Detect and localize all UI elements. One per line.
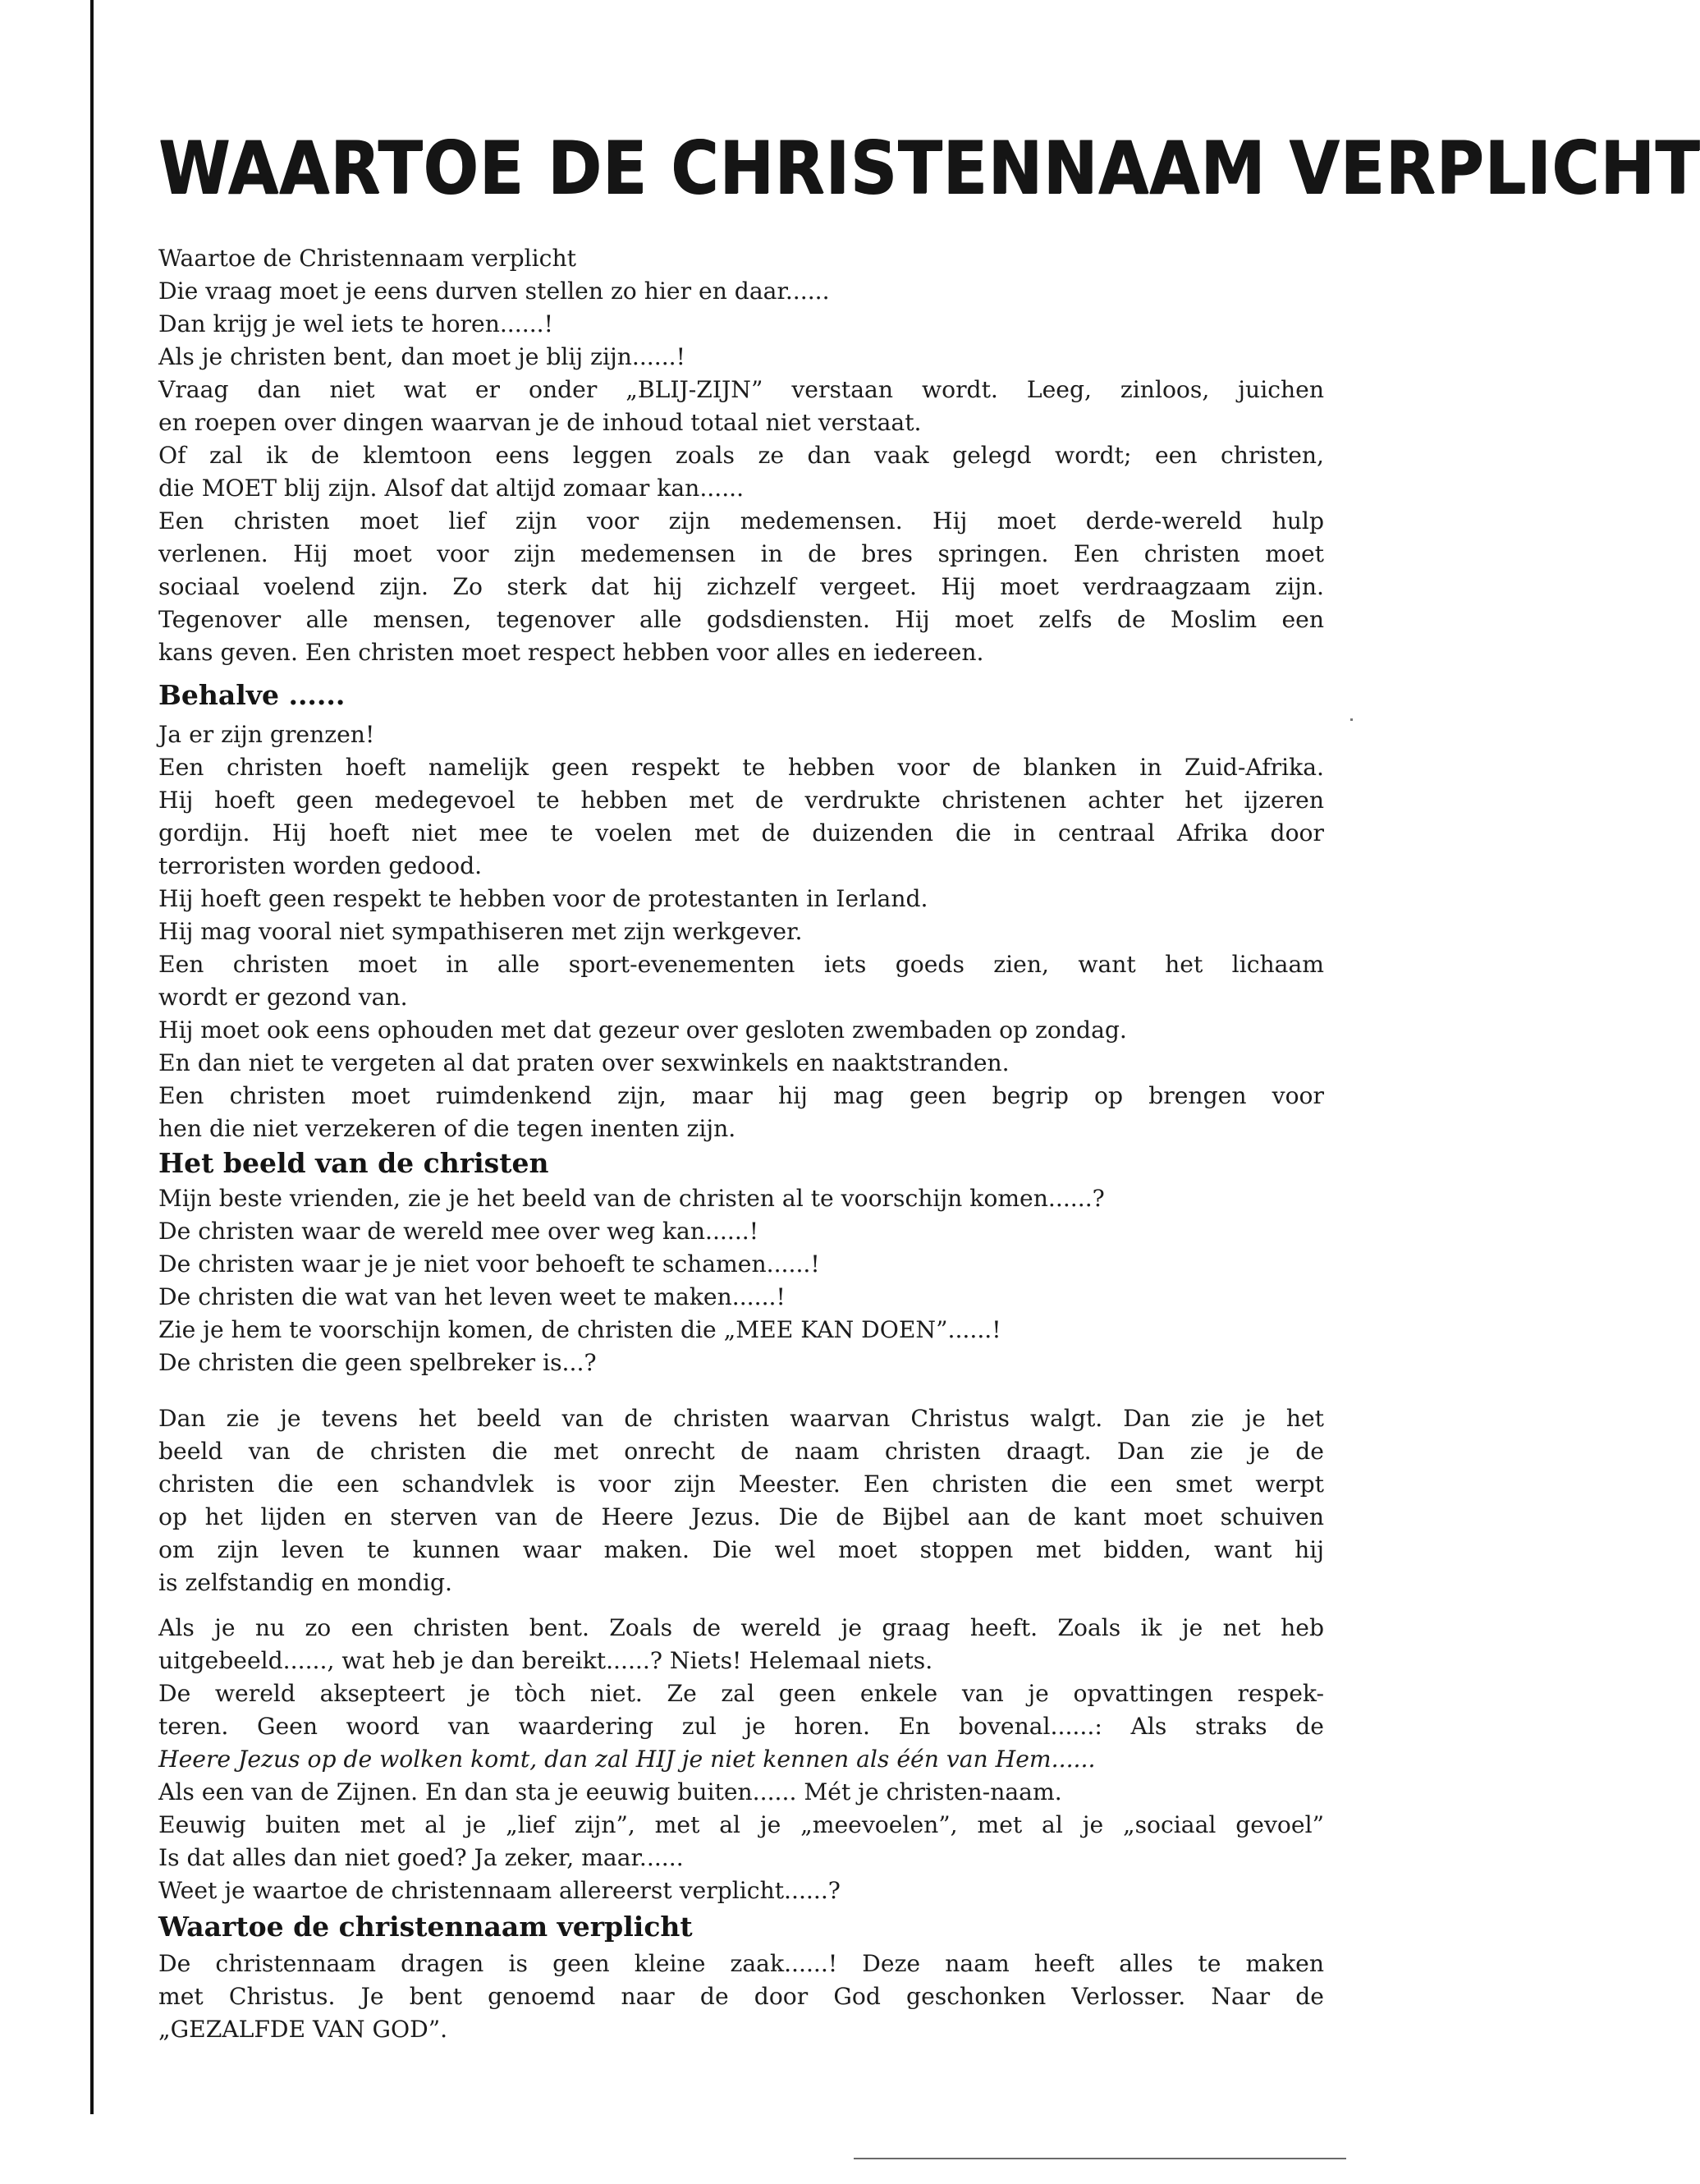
intro-line: verlenen. Hij moet voor zijn medemensen in de bres springen. Een christen moet [158,540,1324,567]
intro-line: sociaal voelend zijn. Zo sterk dat hij zichzelf vergeet. Hij moet verdraagzaam zijn. [158,573,1324,600]
intro-line: kans geven. Een christen moet respect hebben voor alles en iedereen. [158,639,984,666]
behalve-line: gordijn. Hij hoeft niet mee te voelen met de duizenden die in centraal Afrika door [158,819,1324,847]
behalve-line: Hij hoeft geen medegevoel te hebben met de verdrukte christenen achter het ijzeren [158,787,1324,814]
behalve-line: terroristen worden gedood. [158,852,483,879]
intro-line: Tegenover alle mensen, tegenover alle godsdiensten. Hij moet zelfs de Moslim een [158,606,1324,633]
left-margin-rule [90,0,94,2114]
behalve-line: hen die niet verzekeren of die tegen inenten zijn. [158,1115,736,1142]
intro-line: Vraag dan niet wat er onder „BLIJ-ZIJN” verstaan wordt. Leeg, zinloos, juichen [158,376,1324,403]
waartoe-line: De christennaam dragen is geen kleine zaak......! Deze naam heeft alles te maken [158,1950,1324,1977]
beeld-para2-line: om zijn leven te kunnen waar maken. Die wel moet stoppen met bidden, want hij [158,1536,1324,1563]
beeld-line: Zie je hem te voorschijn komen, de christen die „MEE KAN DOEN”......! [158,1316,1001,1343]
intro-line: Waartoe de Christennaam verplicht [158,245,576,272]
intro-line: Een christen moet lief zijn voor zijn medemensen. Hij moet derde-wereld hulp [158,507,1324,535]
beeld-para3-line: De wereld aksepteert je tòch niet. Ze zal geen enkele van je opvattingen respek- [158,1680,1324,1707]
beeld-para3-line: Eeuwig buiten met al je „lief zijn”, met al je „meevoelen”, met al je „sociaal gevoel” [158,1811,1324,1838]
beeld-para3-line: Heere Jezus op de wolken komt, dan zal HIJ je niet kennen als één van Hem...... [158,1746,1096,1773]
beeld-para3-line: Is dat alles dan niet goed? Ja zeker, maar...... [158,1844,684,1871]
behalve-line: Hij hoeft geen respekt te hebben voor de protestanten in Ierland. [158,885,928,912]
page-title: WAARTOE DE CHRISTENNAAM VERPLICHT [158,126,1700,210]
scan-speck [1350,718,1353,721]
behalve-line: Een christen hoeft namelijk geen respekt te hebben voor de blanken in Zuid-Afrika. [158,754,1324,781]
beeld-para3-line: Als je nu zo een christen bent. Zoals de wereld je graag heeft. Zoals ik je net heb [158,1614,1324,1641]
intro-line: die MOET blij zijn. Alsof dat altijd zomaar kan...... [158,475,745,502]
beeld-para3-line: Als een van de Zijnen. En dan sta je eeuwig buiten...... Mét je christen-naam. [158,1778,1062,1805]
section-heading-behalve: Behalve ...... [158,679,346,711]
beeld-para2-line: op het lijden en sterven van de Heere Jezus. Die de Bijbel aan de kant moet schuiven [158,1503,1324,1530]
bottom-rule [854,2158,1346,2159]
intro-line: Als je christen bent, dan moet je blij zijn......! [158,343,685,370]
behalve-line: Een christen moet in alle sport-evenementen iets goeds zien, want het lichaam [158,951,1324,978]
beeld-para3-line: teren. Geen woord van waardering zul je horen. En bovenal......: Als straks de [158,1713,1324,1740]
beeld-line: De christen waar de wereld mee over weg kan......! [158,1218,759,1245]
beeld-para2-line: is zelfstandig en mondig. [158,1569,452,1596]
beeld-list [158,1182,1324,1379]
behalve-line: En dan niet te vergeten al dat praten over sexwinkels en naaktstranden. [158,1049,1010,1076]
intro-section [158,242,1324,669]
section-heading-beeld: Het beeld van de christen [158,1147,549,1179]
beeld-paragraph-3 [158,1612,1324,1907]
section-heading-waartoe: Waartoe de christennaam verplicht [158,1911,693,1943]
behalve-line: wordt er gezond van. [158,984,408,1011]
behalve-line: Een christen moet ruimdenkend zijn, maar hij mag geen begrip op brengen voor [158,1082,1324,1109]
behalve-line: Ja er zijn grenzen! [158,721,375,748]
behalve-line: Hij moet ook eens ophouden met dat gezeur over gesloten zwembaden op zondag. [158,1016,1127,1044]
intro-line: Dan krijg je wel iets te horen......! [158,310,553,337]
behalve-line: Hij mag vooral niet sympathiseren met zijn werkgever. [158,918,803,945]
beeld-para3-line: Weet je waartoe de christennaam allereerst verplicht......? [158,1877,841,1904]
beeld-para3-line: uitgebeeld......, wat heb je dan bereikt......? Niets! Helemaal niets. [158,1647,933,1674]
intro-line: Die vraag moet je eens durven stellen zo hier en daar...... [158,278,830,305]
beeld-line: De christen die wat van het leven weet te maken......! [158,1283,786,1310]
waartoe-line: „GEZALFDE VAN GOD”. [158,2016,448,2043]
beeld-paragraph-2 [158,1402,1324,1599]
beeld-para2-line: Dan zie je tevens het beeld van de christen waarvan Christus walgt. Dan zie je het [158,1405,1324,1432]
beeld-para2-line: christen die een schandvlek is voor zijn Meester. Een christen die een smet werpt [158,1471,1324,1498]
beeld-line: De christen waar je je niet voor behoeft te schamen......! [158,1250,820,1278]
intro-line: en roepen over dingen waarvan je de inhoud totaal niet verstaat. [158,409,922,436]
intro-line: Of zal ik de klemtoon eens leggen zoals ze dan vaak gelegd wordt; een christen, [158,442,1324,469]
waartoe-section [158,1948,1324,2046]
beeld-para2-line: beeld van de christen die met onrecht de naam christen draagt. Dan zie je de [158,1438,1324,1465]
beeld-line: De christen die geen spelbreker is...? [158,1349,597,1376]
behalve-section [158,718,1324,1145]
beeld-line: Mijn beste vrienden, zie je het beeld van de christen al te voorschijn komen......? [158,1185,1105,1212]
waartoe-line: met Christus. Je bent genoemd naar de door God geschonken Verlosser. Naar de [158,1983,1324,2010]
